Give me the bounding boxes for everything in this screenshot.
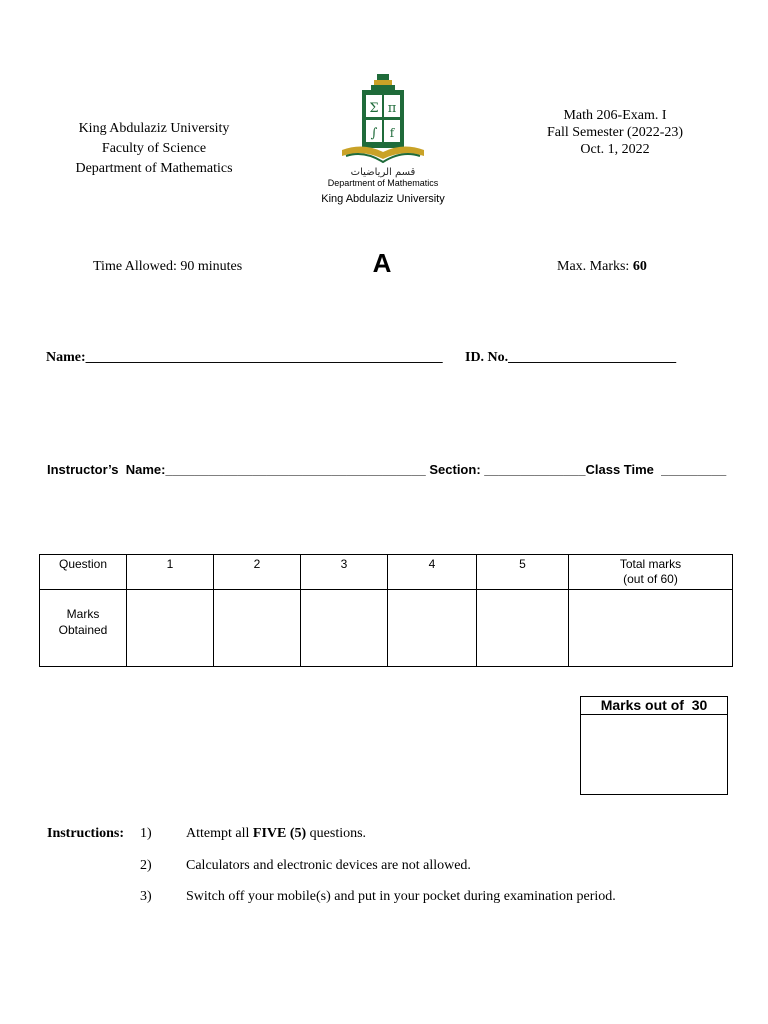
row-label-line1: Marks bbox=[66, 607, 100, 621]
instruction-text: Calculators and electronic devices are not allowed. bbox=[186, 858, 471, 873]
question-number: 5 bbox=[477, 555, 569, 590]
row-label-line2: Obtained bbox=[58, 623, 108, 637]
instruction-number: 3) bbox=[140, 889, 152, 904]
logo-university-text: King Abdulaziz University bbox=[321, 193, 445, 205]
marks-obtained-label bbox=[40, 590, 127, 667]
mark-cell[interactable] bbox=[127, 590, 214, 667]
exam-date: Oct. 1, 2022 bbox=[580, 142, 650, 157]
instructions-label: Instructions: bbox=[47, 826, 125, 841]
table-header-row bbox=[40, 555, 733, 590]
exam-version: A bbox=[372, 248, 392, 278]
question-header: Question bbox=[40, 555, 127, 590]
exam-header bbox=[515, 107, 715, 158]
marks-table bbox=[39, 554, 733, 667]
mark-cell[interactable] bbox=[301, 590, 388, 667]
time-allowed: Time Allowed: 90 minutes bbox=[93, 259, 243, 274]
mark-cell[interactable] bbox=[214, 590, 301, 667]
semester: Fall Semester (2022-23) bbox=[546, 125, 684, 140]
score-box-entry[interactable] bbox=[581, 715, 727, 795]
instruction-text-pre: Attempt all bbox=[186, 826, 253, 841]
logo-emblem-icon bbox=[308, 72, 458, 212]
instruction-number: 1) bbox=[140, 826, 152, 841]
instruction-text: Switch off your mobile(s) and put in your pocket during examination period. bbox=[186, 889, 616, 904]
svg-text:f: f bbox=[389, 126, 395, 140]
university-header bbox=[40, 119, 268, 179]
mark-cell[interactable] bbox=[477, 590, 569, 667]
svg-text:قسم الرياضيات: قسم الرياضيات bbox=[350, 167, 416, 178]
faculty-name: Faculty of Science bbox=[101, 141, 207, 156]
marks-obtained-row bbox=[40, 590, 733, 667]
instruction-text bbox=[186, 826, 366, 842]
max-marks-value: 60 bbox=[632, 259, 647, 274]
total-header-line1: Total marks bbox=[619, 557, 682, 571]
department-logo bbox=[308, 72, 458, 212]
instructor-section-field[interactable]: Instructor’s Name:____________________________________ Section: ______________Class Time _________ bbox=[47, 462, 727, 477]
university-name: King Abdulaziz University bbox=[78, 121, 230, 136]
svg-text:π: π bbox=[387, 101, 397, 116]
logo-dept-text: Department of Mathematics bbox=[327, 178, 439, 188]
name-field[interactable]: Name:___________________________________________________ bbox=[46, 350, 443, 365]
score-box bbox=[580, 696, 728, 795]
department-name: Department of Mathematics bbox=[75, 161, 233, 176]
instruction-text-bold: FIVE (5) bbox=[252, 826, 307, 841]
svg-text:Σ: Σ bbox=[369, 101, 379, 116]
course-code: Math 206-Exam. I bbox=[563, 108, 667, 123]
mark-cell[interactable] bbox=[388, 590, 477, 667]
max-marks-label: Max. Marks: bbox=[557, 259, 633, 274]
score-box-title: Marks out of 30 bbox=[581, 697, 727, 715]
instruction-number: 2) bbox=[140, 858, 152, 873]
question-number: 3 bbox=[301, 555, 388, 590]
total-mark-cell[interactable] bbox=[569, 590, 733, 667]
svg-text:∫: ∫ bbox=[370, 126, 378, 141]
id-field[interactable]: ID. No.________________________ bbox=[465, 350, 677, 365]
max-marks bbox=[557, 259, 647, 275]
total-marks-header bbox=[569, 555, 733, 590]
instruction-text-post: questions. bbox=[306, 826, 367, 841]
question-number: 1 bbox=[127, 555, 214, 590]
question-number: 4 bbox=[388, 555, 477, 590]
total-header-line2: (out of 60) bbox=[623, 572, 678, 586]
question-number: 2 bbox=[214, 555, 301, 590]
